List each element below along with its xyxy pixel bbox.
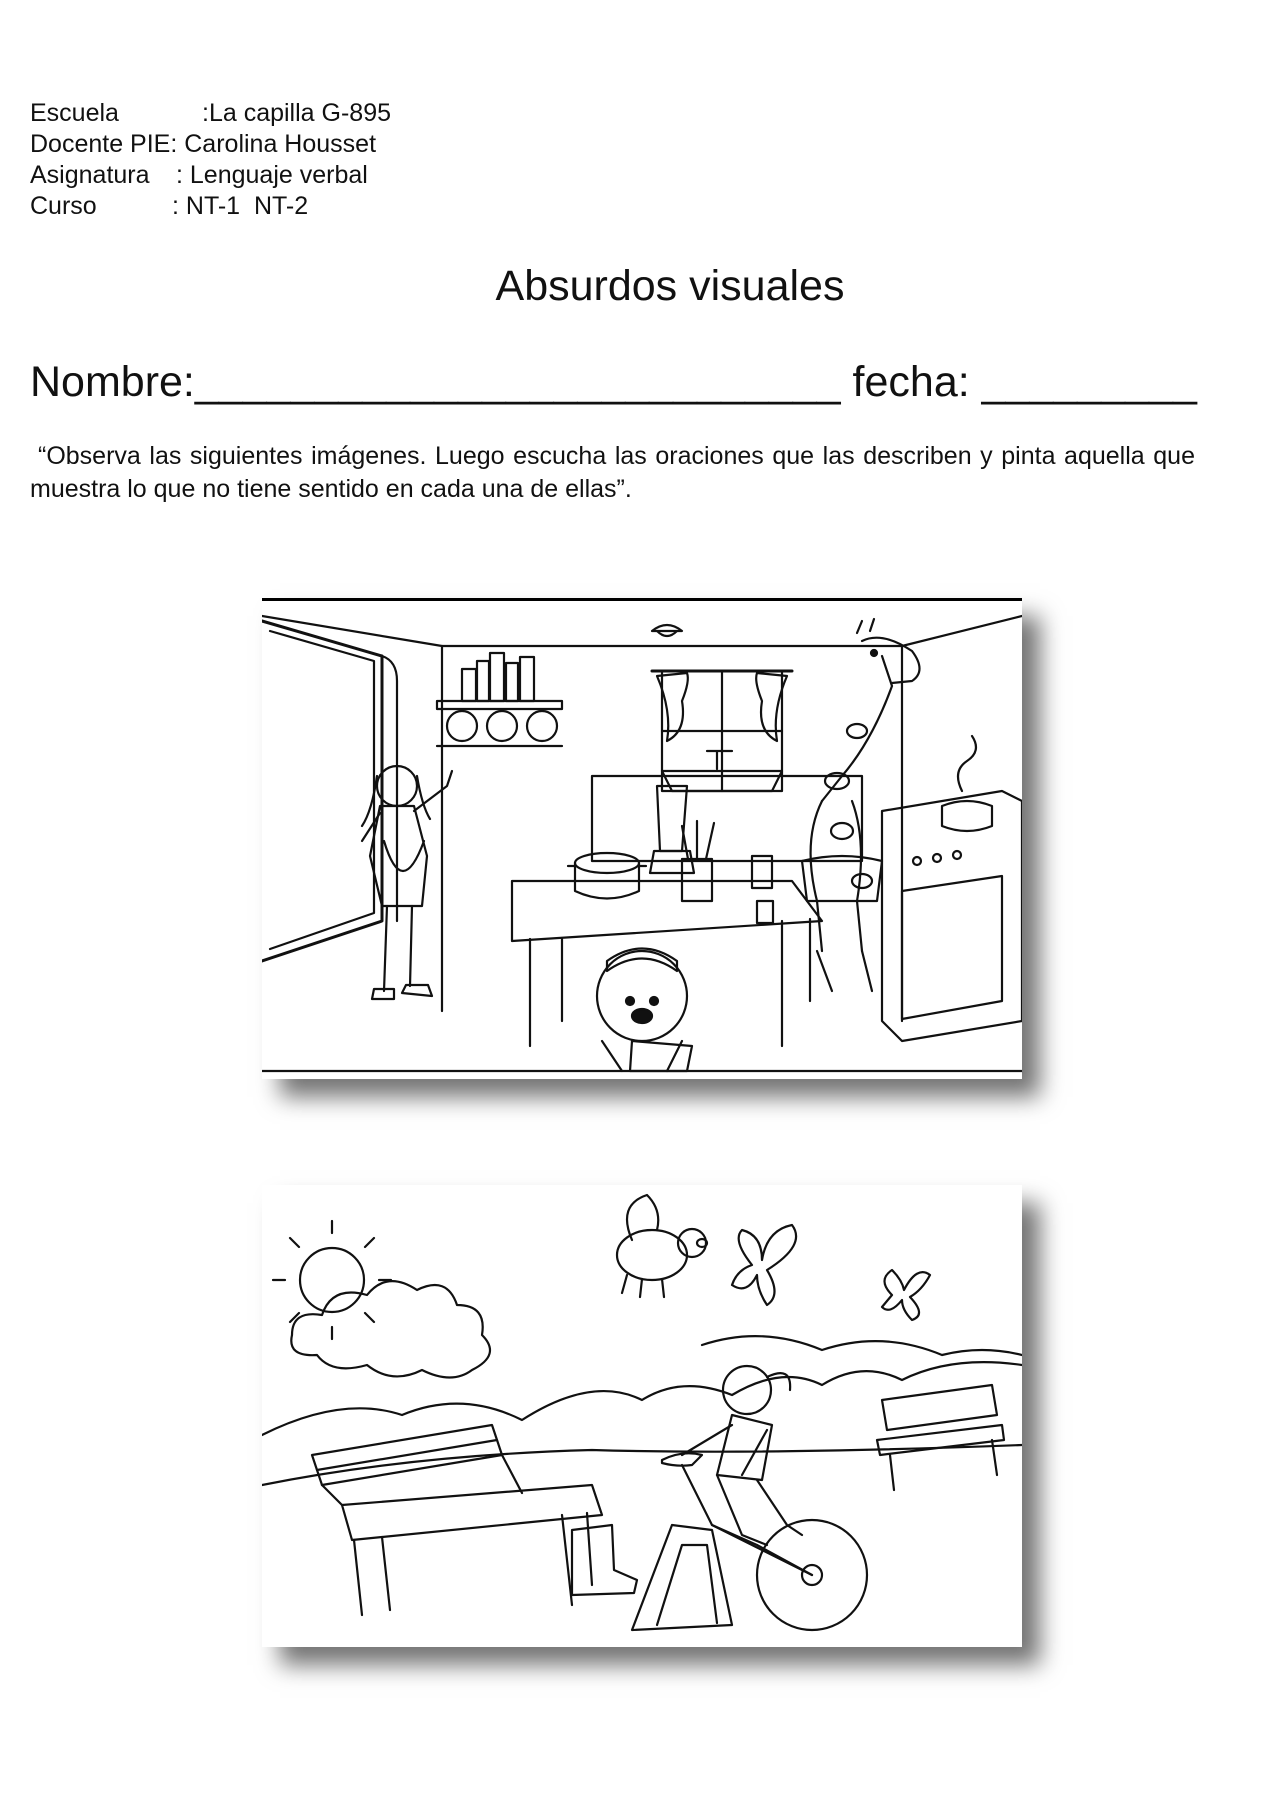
info-row-teacher [30, 129, 391, 160]
info-value-teacher: : Carolina Housset [170, 130, 377, 158]
info-key-course: Curso [30, 192, 97, 220]
info-row-school [30, 98, 391, 129]
date-label: fecha: [852, 358, 970, 406]
info-row-course [30, 191, 391, 222]
info-value-school: :La capilla G-895 [202, 99, 392, 127]
park-picture[interactable] [262, 1185, 1022, 1647]
kitchen-picture[interactable] [262, 598, 1022, 1079]
name-label: Nombre: [30, 358, 195, 406]
info-row-subject [30, 160, 391, 191]
page-title: Absurdos visuales [495, 262, 845, 310]
info-value-subject: : Lenguaje verbal [176, 161, 368, 189]
info-value-course: : NT-1 NT-2 [172, 192, 309, 220]
info-key-teacher: Docente PIE [30, 130, 171, 158]
name-blank[interactable]: ___________________________ [194, 358, 841, 406]
info-key-subject: Asignatura [30, 161, 150, 189]
kitchen-illustration [262, 601, 1022, 1079]
info-key-school: Escuela [30, 99, 119, 127]
school-info [30, 98, 391, 222]
date-blank[interactable]: _________ [981, 358, 1197, 406]
instructions: “Observa las siguientes imágenes. Luego escucha las oraciones que las describen y pinta aquella que muestra lo que no tiene sentido en cada una de ellas”. [30, 442, 1195, 503]
park-illustration [262, 1185, 1022, 1647]
name-date-line [30, 358, 1197, 407]
